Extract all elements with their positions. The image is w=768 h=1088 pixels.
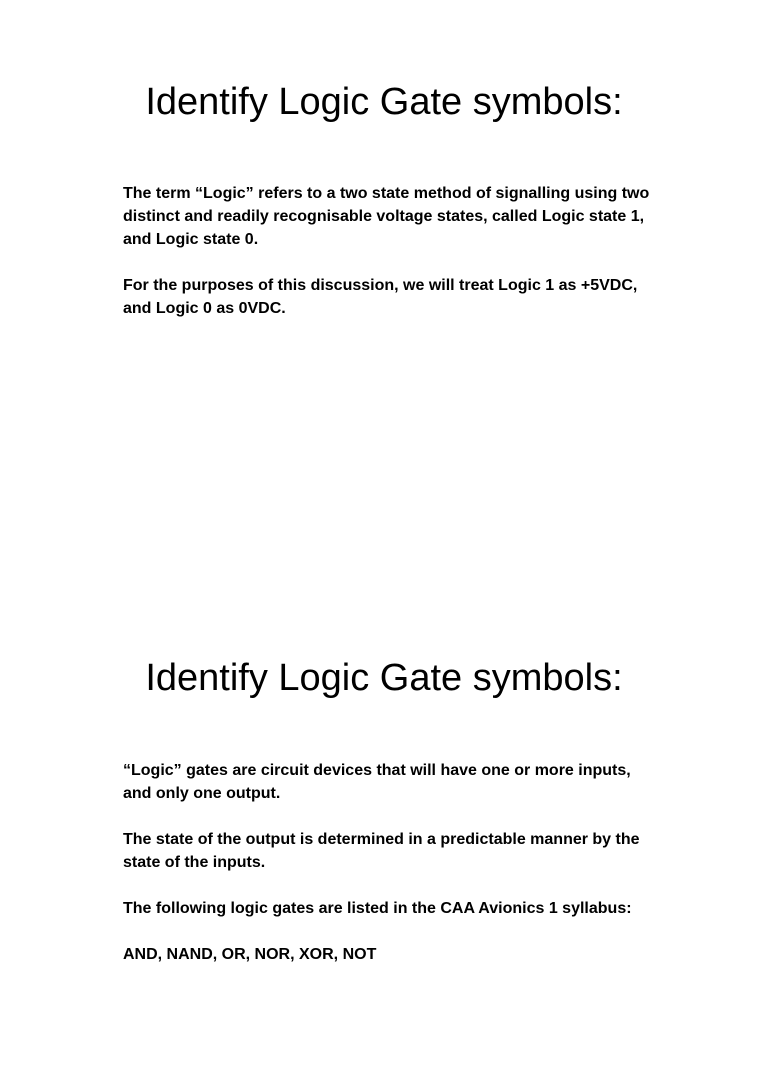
slide-1 (0, 0, 768, 512)
body-paragraph: The following logic gates are listed in the CAA Avionics 1 syllabus: (123, 900, 632, 917)
slide-body (123, 759, 653, 966)
gate-list: AND, NAND, OR, NOR, XOR, NOT (123, 946, 377, 963)
slide-title: Identify Logic Gate symbols: (145, 81, 623, 123)
slide-body (123, 182, 653, 320)
slide-title: Identify Logic Gate symbols: (145, 657, 623, 699)
slide-2 (0, 576, 768, 1088)
body-paragraph: “Logic” gates are circuit devices that will have one or more inputs, and only one output. (123, 762, 631, 802)
body-paragraph: The state of the output is determined in a predictable manner by the state of the inputs. (123, 831, 640, 871)
body-paragraph: For the purposes of this discussion, we will treat Logic 1 as +5VDC, and Logic 0 as 0VDC. (123, 277, 638, 317)
body-paragraph: The term “Logic” refers to a two state method of signalling using two distinct and readily recognisable voltage states, called Logic state 1, and Logic state 0. (123, 185, 650, 248)
